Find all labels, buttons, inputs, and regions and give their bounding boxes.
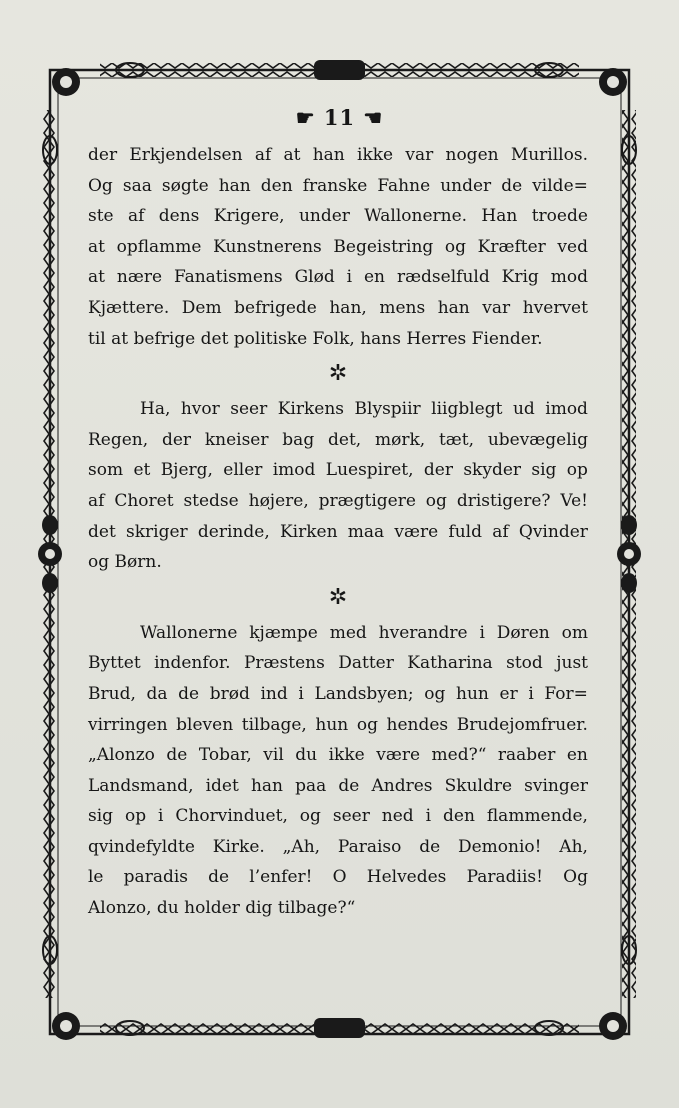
- word: idet: [205, 775, 239, 796]
- word: „Alonzo: [88, 745, 155, 766]
- text-line: [88, 740, 588, 771]
- text-line: Alonzo, du holder dig tilbage?“: [88, 898, 356, 919]
- body-text: [88, 140, 588, 924]
- word: var: [482, 297, 511, 318]
- word: le: [88, 867, 104, 888]
- word: svinger: [524, 775, 588, 796]
- word: Krigere,: [213, 206, 285, 227]
- word: For=: [544, 683, 588, 704]
- word: ned: [381, 806, 414, 827]
- page-number-value: 11: [323, 105, 356, 130]
- word: nære: [116, 267, 163, 288]
- word: de: [178, 683, 200, 704]
- text-line: [88, 710, 588, 741]
- word: med: [329, 622, 367, 643]
- text-line: [88, 801, 588, 832]
- word: imod: [545, 399, 588, 420]
- word: op: [124, 806, 147, 827]
- word: hun: [456, 683, 489, 704]
- word: tilbage,: [241, 714, 307, 735]
- text-line: [88, 517, 588, 548]
- word: Byttet: [88, 653, 141, 674]
- word: Dem: [181, 297, 222, 318]
- word: Demonio!: [457, 836, 542, 857]
- word: ud: [512, 399, 535, 420]
- text-line: [88, 455, 588, 486]
- word: Helvedes: [366, 867, 447, 888]
- word: indenfor.: [154, 653, 231, 674]
- word: vil: [263, 745, 284, 766]
- right-hand-ornament: ☚: [355, 105, 384, 130]
- word: i: [346, 267, 353, 288]
- page-number: [0, 105, 679, 130]
- word: Bjerg,: [160, 460, 213, 481]
- word: hvervet: [522, 297, 588, 318]
- word: Fanatismens: [173, 267, 283, 288]
- word: Paradiis!: [466, 867, 543, 888]
- word: tæt,: [438, 429, 475, 450]
- word: mens: [379, 297, 426, 318]
- word: ikke: [328, 745, 365, 766]
- word: Kirken: [279, 521, 338, 542]
- word: dens: [158, 206, 200, 227]
- word: under: [298, 206, 350, 227]
- word: Regen,: [88, 429, 149, 450]
- text-line: [88, 201, 588, 232]
- word: den: [260, 175, 293, 196]
- text-line: [88, 771, 588, 802]
- word: Kræfter: [477, 236, 546, 257]
- word: Datter: [338, 653, 394, 674]
- word: dristigere?: [456, 490, 551, 511]
- word: qvindefyldte: [88, 836, 195, 857]
- word: de: [501, 175, 523, 196]
- text-line: [88, 425, 588, 456]
- text-line: [88, 486, 588, 517]
- word: Choret: [114, 490, 174, 511]
- word: om: [561, 622, 588, 643]
- word: skyder: [463, 460, 522, 481]
- word: sig: [531, 460, 557, 481]
- word: Kirke.: [212, 836, 265, 857]
- word: at: [88, 236, 105, 257]
- word: at: [88, 267, 105, 288]
- word: sig: [88, 806, 114, 827]
- word: just: [556, 653, 588, 674]
- word: han: [218, 175, 251, 196]
- text-line: til at befrige det politiske Folk, hans Herres Fiender.: [88, 328, 543, 349]
- word: de: [166, 745, 188, 766]
- word: rædselfuld: [396, 267, 490, 288]
- word: Døren: [496, 622, 550, 643]
- word: ind: [260, 683, 288, 704]
- word: Tobar,: [198, 745, 252, 766]
- word: troede: [531, 206, 588, 227]
- word: Katharina: [407, 653, 493, 674]
- word: kjæmpe: [249, 622, 318, 643]
- word: bleven: [176, 714, 234, 735]
- word: i: [425, 806, 432, 827]
- word: Brud,: [88, 683, 136, 704]
- word: en: [566, 745, 588, 766]
- word: af: [492, 521, 509, 542]
- word: det: [88, 521, 116, 542]
- word: seer: [230, 399, 268, 420]
- word: Wallonerne: [140, 622, 238, 643]
- word: Skuldre: [444, 775, 513, 796]
- word: hvor: [180, 399, 220, 420]
- word: Paraiso: [337, 836, 402, 857]
- word: fuld: [448, 521, 482, 542]
- word: og: [299, 806, 321, 827]
- word: hverandre: [378, 622, 468, 643]
- text-line: [88, 679, 588, 710]
- word: prægtigere: [318, 490, 416, 511]
- word: Begeistring: [333, 236, 434, 257]
- word: og: [425, 490, 447, 511]
- word: han: [437, 297, 470, 318]
- word: da: [146, 683, 168, 704]
- word: eller: [223, 460, 263, 481]
- word: Kirkens: [277, 399, 345, 420]
- word: søgte: [161, 175, 209, 196]
- word: de: [419, 836, 441, 857]
- word: Og: [563, 867, 588, 888]
- word: mørk,: [374, 429, 426, 450]
- section-divider-icon: ✲: [328, 361, 348, 387]
- word: Landsmand,: [88, 775, 194, 796]
- left-hand-ornament: ☛: [295, 105, 324, 130]
- text-line: [88, 232, 588, 263]
- word: raaber: [497, 745, 556, 766]
- word: der: [88, 145, 118, 165]
- word: han,: [329, 297, 367, 318]
- word: Ve!: [560, 490, 588, 511]
- text-line: [88, 648, 588, 679]
- text-line: [88, 618, 588, 649]
- word: Kjættere.: [88, 297, 170, 318]
- text-line: [88, 293, 588, 324]
- word: under: [440, 175, 492, 196]
- word: i: [158, 806, 164, 827]
- word: Wallonerne.: [364, 206, 468, 227]
- word: og: [424, 683, 446, 704]
- text-line: [88, 171, 588, 202]
- text-line: [88, 394, 588, 425]
- word: flammende,: [486, 806, 588, 827]
- word: han: [312, 145, 345, 165]
- word: Chorvinduet,: [175, 806, 288, 827]
- word: skriger: [126, 521, 188, 542]
- word: en: [364, 267, 386, 288]
- word: de: [338, 775, 360, 796]
- word: seer: [332, 806, 370, 827]
- word: og: [444, 236, 467, 257]
- word: Blyspiir: [354, 399, 421, 420]
- word: O: [332, 867, 347, 888]
- word: ved: [557, 236, 588, 257]
- word: han: [250, 775, 283, 796]
- word: Ah,: [559, 836, 588, 857]
- word: var: [405, 145, 434, 165]
- word: nogen: [445, 145, 499, 165]
- word: befrigede: [234, 297, 317, 318]
- word: det,: [328, 429, 362, 450]
- word: være: [394, 521, 439, 542]
- word: maa: [347, 521, 385, 542]
- word: Og: [88, 175, 113, 196]
- word: af: [88, 490, 105, 511]
- word: med?“: [431, 745, 487, 766]
- word: der: [161, 429, 192, 450]
- word: i: [528, 683, 534, 704]
- word: ste: [88, 206, 114, 227]
- word: hendes: [386, 714, 449, 735]
- section-divider-icon: ✲: [328, 584, 348, 610]
- word: være: [376, 745, 421, 766]
- word: som: [88, 460, 124, 481]
- word: et: [133, 460, 151, 481]
- word: Ha,: [140, 399, 171, 420]
- word: Qvinder: [518, 521, 588, 542]
- word: Landsbyen;: [314, 683, 414, 704]
- word: den: [443, 806, 475, 827]
- word: Murillos.: [510, 145, 588, 165]
- text-line: og Børn.: [88, 552, 162, 573]
- word: brød: [209, 683, 250, 704]
- word: franske: [302, 175, 368, 196]
- word: hun: [315, 714, 349, 735]
- word: Erkjendelsen: [129, 145, 243, 165]
- word: Kunstnerens: [213, 236, 322, 257]
- word: liigblegt: [431, 399, 503, 420]
- word: stedse: [183, 490, 239, 511]
- word: at: [283, 145, 301, 165]
- word: kneiser: [204, 429, 269, 450]
- word: du: [295, 745, 318, 766]
- word: højere,: [248, 490, 309, 511]
- word: virringen: [88, 714, 168, 735]
- text-line: [88, 832, 588, 863]
- word: imod: [272, 460, 316, 481]
- word: Fahne: [377, 175, 431, 196]
- word: i: [479, 622, 485, 643]
- word: Andres: [371, 775, 433, 796]
- text-line: [88, 862, 588, 893]
- word: Luespiret,: [325, 460, 414, 481]
- text-line: [88, 140, 588, 171]
- word: ikke: [357, 145, 394, 165]
- word: l’enfer!: [249, 867, 313, 888]
- word: i: [298, 683, 304, 704]
- word: vilde=: [532, 175, 588, 196]
- word: Præstens: [243, 653, 325, 674]
- word: derinde,: [197, 521, 270, 542]
- word: er: [499, 683, 518, 704]
- word: af: [127, 206, 145, 227]
- word: saa: [122, 175, 152, 196]
- word: de: [208, 867, 230, 888]
- word: Brudejomfruer.: [456, 714, 588, 735]
- word: af: [254, 145, 272, 165]
- word: bag: [282, 429, 315, 450]
- word: ubevægelig: [487, 429, 588, 450]
- word: mod: [550, 267, 588, 288]
- word: der: [423, 460, 453, 481]
- text-line: [88, 262, 588, 293]
- word: paa: [295, 775, 327, 796]
- word: stod: [506, 653, 543, 674]
- word: Krig: [501, 267, 539, 288]
- word: opflamme: [116, 236, 202, 257]
- word: op: [566, 460, 588, 481]
- word: paradis: [123, 867, 188, 888]
- word: Glød: [294, 267, 335, 288]
- word: Han: [481, 206, 518, 227]
- word: „Ah,: [282, 836, 321, 857]
- word: og: [356, 714, 378, 735]
